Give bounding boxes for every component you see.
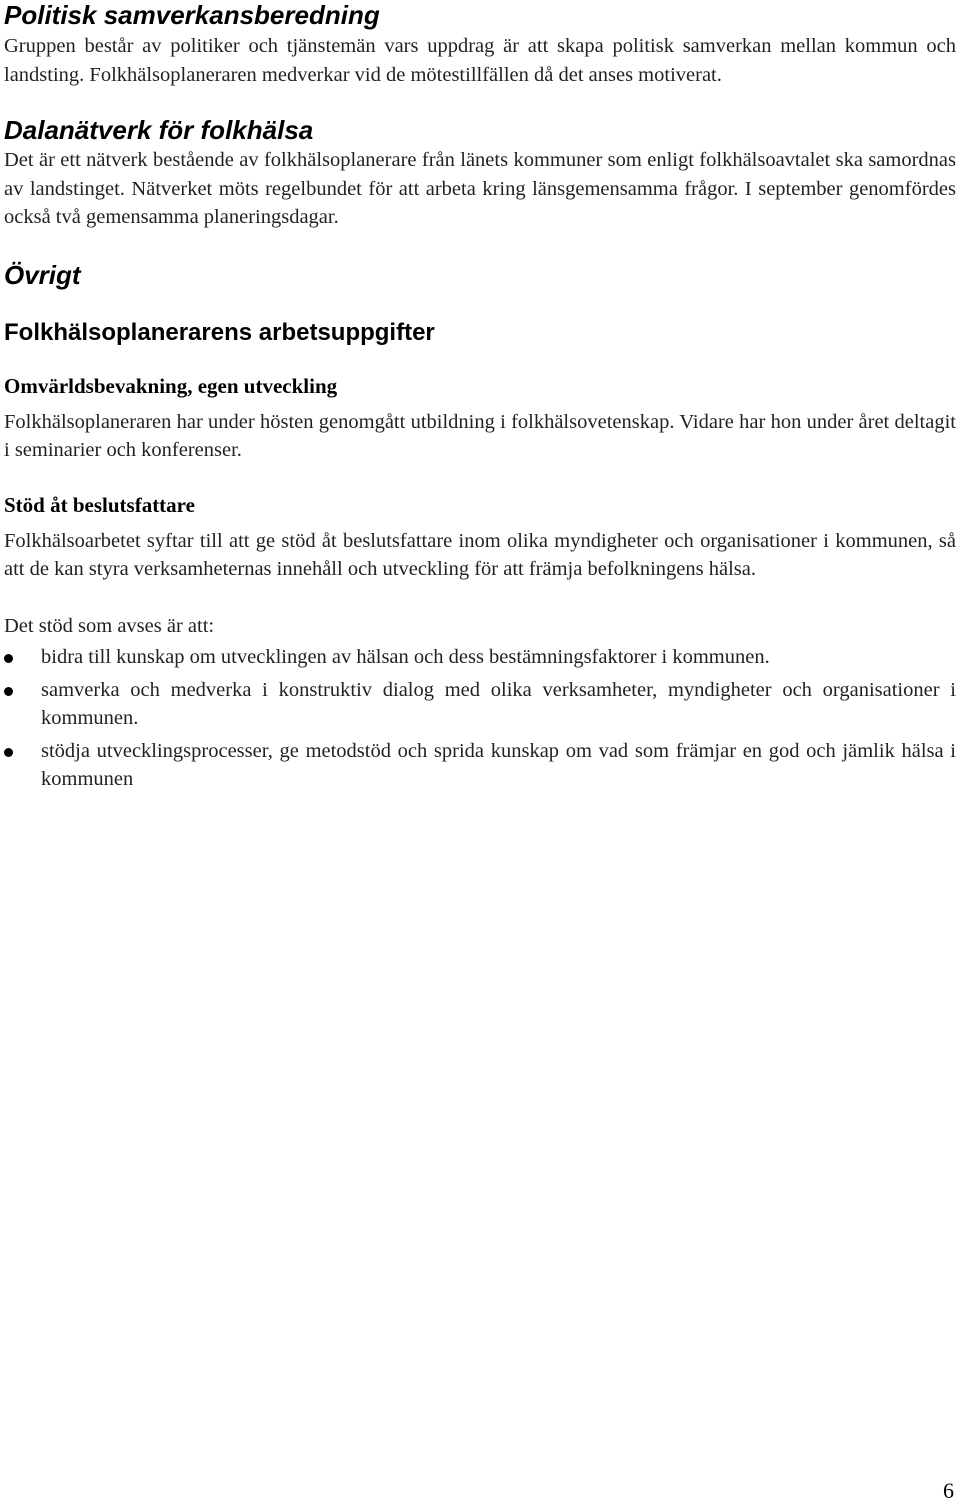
paragraph-stod: Folkhälsoarbetet syftar till att ge stöd åt beslutsfattare inom olika myndigheter och organisationer i kommunen, så att de kan styra verksamheternas innehåll och utveckling för att främja befolkningens hälsa.	[4, 529, 956, 580]
list-item-text: stödja utvecklingsprocesser, ge metodstöd och sprida kunskap om vad som främjar en god och jämlik hälsa i kommunen	[41, 739, 956, 790]
list-item	[4, 676, 956, 733]
heading-ovrigt: Övrigt	[4, 259, 81, 290]
paragraph-dalanatverk: Det är ett nätverk bestående av folkhälsoplanerare från länets kommuner som enligt folkhälsoavtalet ska samordnas av landstinget. Nätverket möts regelbundet för att arbeta kring länsgemensamma frågor. I september genomfördes också två gemensamma planeringsdagar.	[4, 149, 956, 228]
bullet-icon	[4, 687, 13, 696]
heading-arbetsuppgifter: Folkhälsoplanerarens arbetsuppgifter	[4, 318, 435, 346]
heading-omvarldsbevakning: Omvärldsbevakning, egen utveckling	[4, 373, 338, 398]
list-item	[4, 737, 956, 794]
heading-politisk-samverkansberedning: Politisk samverkansberedning	[4, 0, 380, 30]
paragraph-stod-intro: Det stöd som avses är att:	[4, 614, 215, 637]
bullet-list	[4, 643, 956, 794]
document-page	[4, 0, 956, 794]
list-item-text: samverka och medverka i konstruktiv dialog med olika verksamheter, myndigheter och organisationer i kommunen.	[41, 678, 956, 729]
heading-stod-at-beslutsfattare: Stöd åt beslutsfattare	[4, 492, 195, 517]
heading-dalanatverk: Dalanätverk för folkhälsa	[4, 115, 314, 145]
page-number: 6	[943, 1478, 954, 1503]
bullet-icon	[4, 654, 13, 663]
list-item-text: bidra till kunskap om utvecklingen av hälsan och dess bestämningsfaktorer i kommunen.	[41, 646, 770, 668]
bullet-icon	[4, 748, 13, 757]
paragraph-omvarldsbevakning: Folkhälsoplaneraren har under hösten genomgått utbildning i folkhälsovetenskap. Vidare har hon under året deltagit i seminarier och konferenser.	[4, 410, 956, 461]
paragraph-samverkan: Gruppen består av politiker och tjänstemän vars uppdrag är att skapa politisk samverkan mellan kommun och landsting. Folkhälsoplaneraren medverkar vid de mötestillfällen då det anses motiverat.	[4, 35, 956, 86]
list-item	[4, 643, 956, 672]
